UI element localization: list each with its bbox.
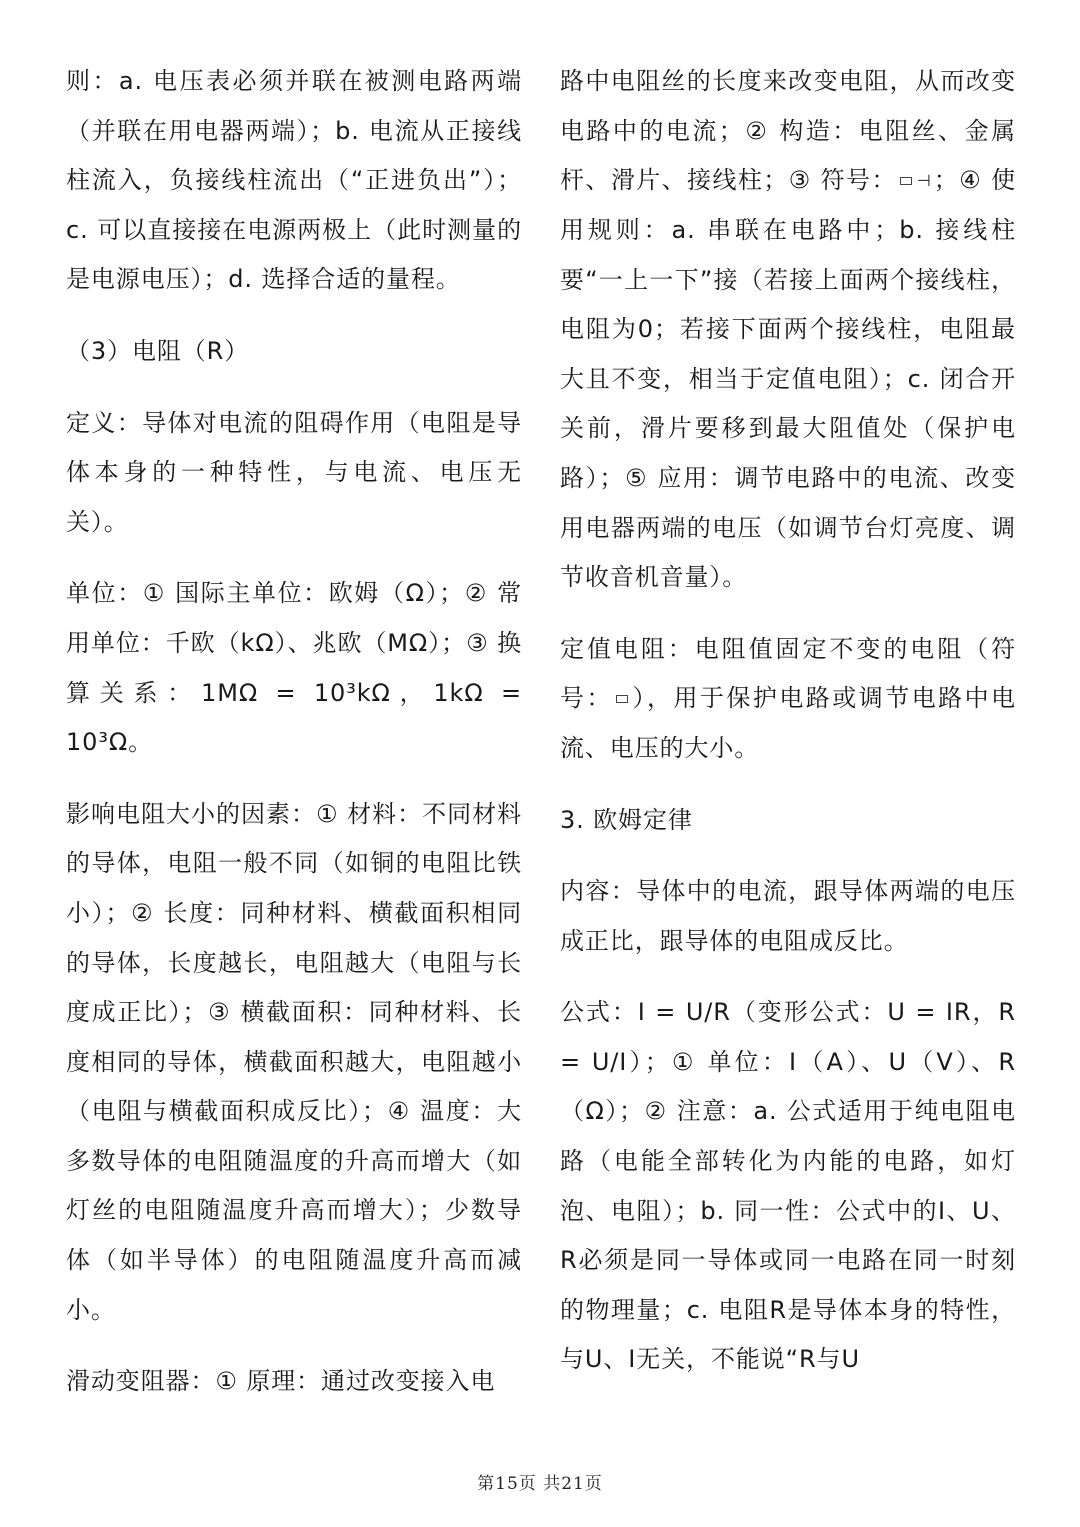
page-footer: 第15页 共21页 [477,1474,603,1494]
rheostat-details-text-b: ；④ 使用规则：a. 串联在电路中；b. 接线柱要“一上一下”接（若接上面两个接线柱，电阻为0；若接下面两个接线柱，电阻最大且不变，相当于定值电阻）；c. 闭合开关前，滑片要移到最大阻值处（保护电路）；⑤ 应用：调节电路中的电流、改变用电器两端的电压（如调节台灯亮度、调节收音机音量）。 [560,166,1016,592]
left-column [66,57,522,1407]
resistance-units-paragraph: 单位：① 国际主单位：欧姆（Ω）；② 常用单位：千欧（kΩ）、兆欧（MΩ）；③ 换算关系：1MΩ = 10³kΩ，1kΩ = 10³Ω。 [66,579,522,757]
rheostat-details-text-a: 路中电阻丝的长度来改变电阻，从而改变电路中的电流；② 构造：电阻丝、金属杆、滑片、接线柱；③ 符号： [560,67,1016,195]
resistor-symbol-icon [900,177,912,185]
right-column [560,57,1016,1385]
rheostat-arrow-icon: ⊣ [916,171,932,191]
rheostat-intro-paragraph: 滑动变阻器：① 原理：通过改变接入电 [66,1367,496,1396]
voltmeter-rules-paragraph: 则：a. 电压表必须并联在被测电路两端（并联在用电器两端）；b. 电流从正接线柱流入，负接线柱流出（“正进负出”）；c. 可以直接接在电源两极上（此时测量的是电源电压）；d. 选择合适的量程。 [66,67,522,294]
fixed-resistor-symbol-icon [616,695,628,703]
ohms-law-content-paragraph: 内容：导体中的电流，跟导体两端的电压成正比，跟导体的电阻成反比。 [560,877,1016,955]
resistance-factors-paragraph: 影响电阻大小的因素：① 材料：不同材料的导体，电阻一般不同（如铜的电阻比铁小）；② 长度：同种材料、横截面积相同的导体，长度越长，电阻越大（电阻与长度成正比）；③ 横截面积：同种材料、长度相同的导体，横截面积越大，电阻越小（电阻与横截面积成反比）；④ 温度：大多数导体的电阻随温度的升高而增大（如灯丝的电阻随温度升高而增大）；少数导体（如半导体）的电阻随温度升高而减小。 [66,799,522,1324]
ohms-law-formula-paragraph: 公式：I = U/R（变形公式：U = IR，R = U/I）；① 单位：I（A）、U（V）、R（Ω）；② 注意：a. 公式适用于纯电阻电路（电能全部转化为内能的电路，如灯泡、电阻）；b. 同一性：公式中的I、U、R必须是同一导体或同一电路在同一时刻的物理量；c. 电阻R是导体本身的特性，与U、I无关，不能说“R与U [560,998,1016,1374]
fixed-resistor-text-a: 定值电阻：电阻值固定不变的电阻（符号： [560,634,1016,713]
resistance-heading: （3）电阻（R） [66,336,250,365]
ohms-law-heading: 3. 欧姆定律 [560,805,693,834]
fixed-resistor-text-b: ），用于保护电路或调节电路中电流、电压的大小。 [560,684,1016,762]
fixed-resistor-paragraph [560,625,1016,774]
resistance-definition-paragraph: 定义：导体对电流的阻碍作用（电阻是导体本身的一种特性，与电流、电压无关）。 [66,408,522,536]
rheostat-details-paragraph [560,57,1016,603]
